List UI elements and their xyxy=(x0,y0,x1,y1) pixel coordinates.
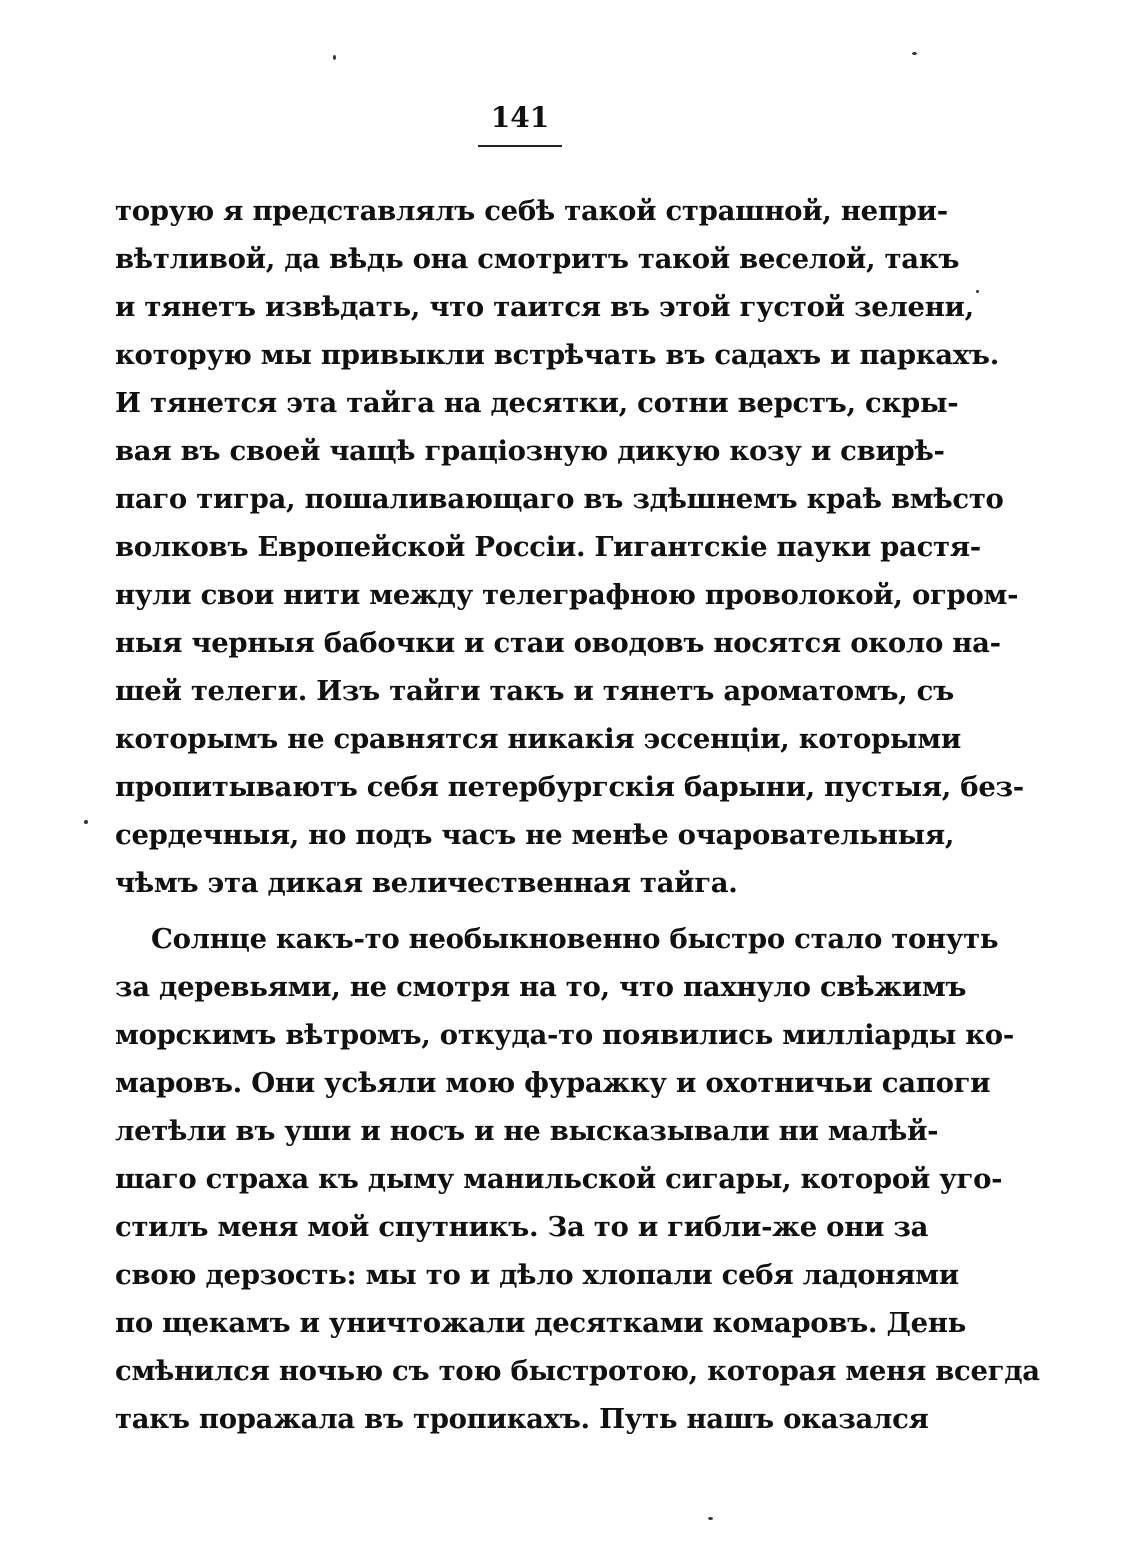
text-line: маровъ. Они усѣяли мою фуражку и охотничьи сапоги xyxy=(115,1067,991,1099)
page-number: 141 xyxy=(490,101,550,134)
text-line: которымъ не сравнятся никакія эссенціи, которыми xyxy=(115,723,961,755)
text-line: которую мы привыкли встрѣчать въ садахъ и паркахъ. xyxy=(115,339,999,371)
text-line: смѣнился ночью съ тою быстротою, которая меня всегда xyxy=(115,1355,1040,1387)
text-line: за деревьями, не смотря на то, что пахнуло свѣжимъ xyxy=(115,971,967,1003)
text-line: Солнце какъ-то необыкновенно быстро стало тонуть xyxy=(151,923,999,955)
page-number-rule xyxy=(478,145,562,147)
text-line: шаго страха къ дыму манильской сигары, которой уго- xyxy=(115,1163,1003,1195)
text-line: такъ поражала въ тропикахъ. Путь нашъ оказался xyxy=(115,1403,929,1435)
text-line: волковъ Европейской Россіи. Гигантскіе пауки растя- xyxy=(115,531,981,563)
text-line: летѣли въ уши и носъ и не высказывали ни малѣй- xyxy=(115,1115,939,1147)
text-line: торую я представлялъ себѣ такой страшной, непри- xyxy=(115,195,948,227)
scan-speck xyxy=(976,290,979,293)
scan-speck xyxy=(84,820,88,824)
text-line: паго тигра, пошаливающаго въ здѣшнемъ краѣ вмѣсто xyxy=(115,483,1004,515)
text-line: шей телеги. Изъ тайги такъ и тянетъ ароматомъ, съ xyxy=(115,675,954,707)
text-line: по щекамъ и уничтожали десятками комаровъ. День xyxy=(115,1307,967,1339)
scan-speck xyxy=(912,52,917,55)
text-line: вѣтливой, да вѣдь она смотритъ такой веселой, такъ xyxy=(115,243,960,275)
text-line: И тянется эта тайга на десятки, сотни верстъ, скры- xyxy=(115,387,959,419)
paragraph-gap xyxy=(115,907,925,915)
text-line: и тянетъ извѣдать, что таится въ этой густой зелени, xyxy=(115,291,974,323)
text-line: морскимъ вѣтромъ, откуда-то появились милліарды ко- xyxy=(115,1019,1014,1051)
text-line: вая въ своей чащѣ граціозную дикую козу и свирѣ- xyxy=(115,435,945,467)
text-line: стилъ меня мой спутникъ. За то и гибли-же они за xyxy=(115,1211,929,1243)
scan-speck xyxy=(333,55,336,60)
body-text xyxy=(115,187,1040,1443)
scan-speck xyxy=(708,1517,713,1520)
text-line: ныя черныя бабочки и стаи оводовъ носятся около на- xyxy=(115,627,1001,659)
text-line: свою дерзость: мы то и дѣло хлопали себя ладонями xyxy=(115,1259,959,1291)
text-line: нули свои нити между телеграфною проволокой, огром- xyxy=(115,579,1019,611)
text-line: сердечныя, но подъ часъ не менѣе очаровательныя, xyxy=(115,819,955,851)
text-line: пропитываютъ себя петербургскія барыни, пустыя, без- xyxy=(115,771,1024,803)
text-line: чѣмъ эта дикая величественная тайга. xyxy=(115,867,738,899)
